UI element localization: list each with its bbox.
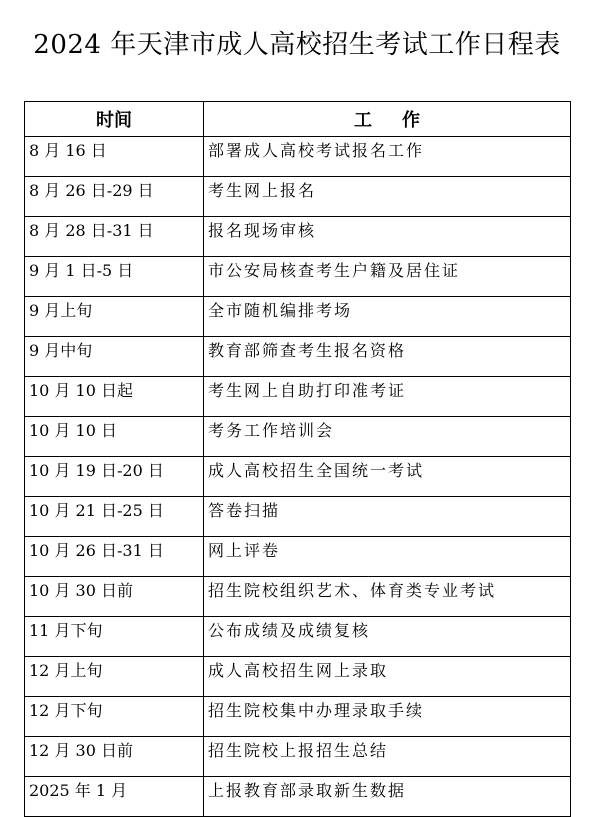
- row-task-cell: 公布成绩及成绩复核: [204, 617, 571, 657]
- row-time-cell: 12 月上旬: [25, 657, 204, 697]
- row-time-cell: 2025 年 1 月: [25, 777, 204, 817]
- row-task-cell: 市公安局核查考生户籍及居住证: [204, 257, 571, 297]
- row-task-cell: 招生院校组织艺术、体育类专业考试: [204, 577, 571, 617]
- row-time-cell: 9 月上旬: [25, 297, 204, 337]
- table-row: [25, 657, 571, 697]
- table-row: [25, 697, 571, 737]
- row-time-cell: 12 月 30 日前: [25, 737, 204, 777]
- table-row: [25, 537, 571, 577]
- page-title: 2024 年天津市成人高校招生考试工作日程表: [33, 30, 561, 60]
- row-time-cell: 11 月下旬: [25, 617, 204, 657]
- row-task-cell: 上报教育部录取新生数据: [204, 777, 571, 817]
- header-work: 工作: [204, 102, 571, 137]
- row-task-cell: 成人高校招生全国统一考试: [204, 457, 571, 497]
- row-time-cell: 10 月 10 日起: [25, 377, 204, 417]
- row-time-cell: 8 月 26 日-29 日: [25, 177, 204, 217]
- row-task-cell: 考生网上自助打印准考证: [204, 377, 571, 417]
- table-row: [25, 217, 571, 257]
- table-row: [25, 777, 571, 817]
- schedule-body: [25, 137, 571, 817]
- row-task-cell: 网上评卷: [204, 537, 571, 577]
- row-time-cell: 10 月 26 日-31 日: [25, 537, 204, 577]
- row-time-cell: 9 月中旬: [25, 337, 204, 377]
- table-row: [25, 617, 571, 657]
- table-row: [25, 177, 571, 217]
- row-task-cell: 招生院校上报招生总结: [204, 737, 571, 777]
- row-time-cell: 10 月 19 日-20 日: [25, 457, 204, 497]
- table-row: [25, 297, 571, 337]
- row-task-cell: 部署成人高校考试报名工作: [204, 137, 571, 177]
- row-task-cell: 考务工作培训会: [204, 417, 571, 457]
- row-task-cell: 成人高校招生网上录取: [204, 657, 571, 697]
- row-time-cell: 8 月 16 日: [25, 137, 204, 177]
- table-row: [25, 377, 571, 417]
- row-task-cell: 招生院校集中办理录取手续: [204, 697, 571, 737]
- row-time-cell: 9 月 1 日-5 日: [25, 257, 204, 297]
- row-task-cell: 教育部筛查考生报名资格: [204, 337, 571, 377]
- table-row: [25, 337, 571, 377]
- table-row: [25, 257, 571, 297]
- row-task-cell: 考生网上报名: [204, 177, 571, 217]
- table-row: [25, 737, 571, 777]
- row-task-cell: 答卷扫描: [204, 497, 571, 537]
- row-task-cell: 全市随机编排考场: [204, 297, 571, 337]
- table-row: [25, 417, 571, 457]
- table-row: [25, 577, 571, 617]
- row-time-cell: 10 月 30 日前: [25, 577, 204, 617]
- table-row: [25, 137, 571, 177]
- schedule-table: [24, 101, 571, 817]
- row-time-cell: 8 月 28 日-31 日: [25, 217, 204, 257]
- row-task-cell: 报名现场审核: [204, 217, 571, 257]
- table-row: [25, 497, 571, 537]
- row-time-cell: 10 月 10 日: [25, 417, 204, 457]
- table-row: [25, 457, 571, 497]
- header-time: 时间: [25, 102, 204, 137]
- table-header-row: [25, 102, 571, 137]
- row-time-cell: 10 月 21 日-25 日: [25, 497, 204, 537]
- row-time-cell: 12 月下旬: [25, 697, 204, 737]
